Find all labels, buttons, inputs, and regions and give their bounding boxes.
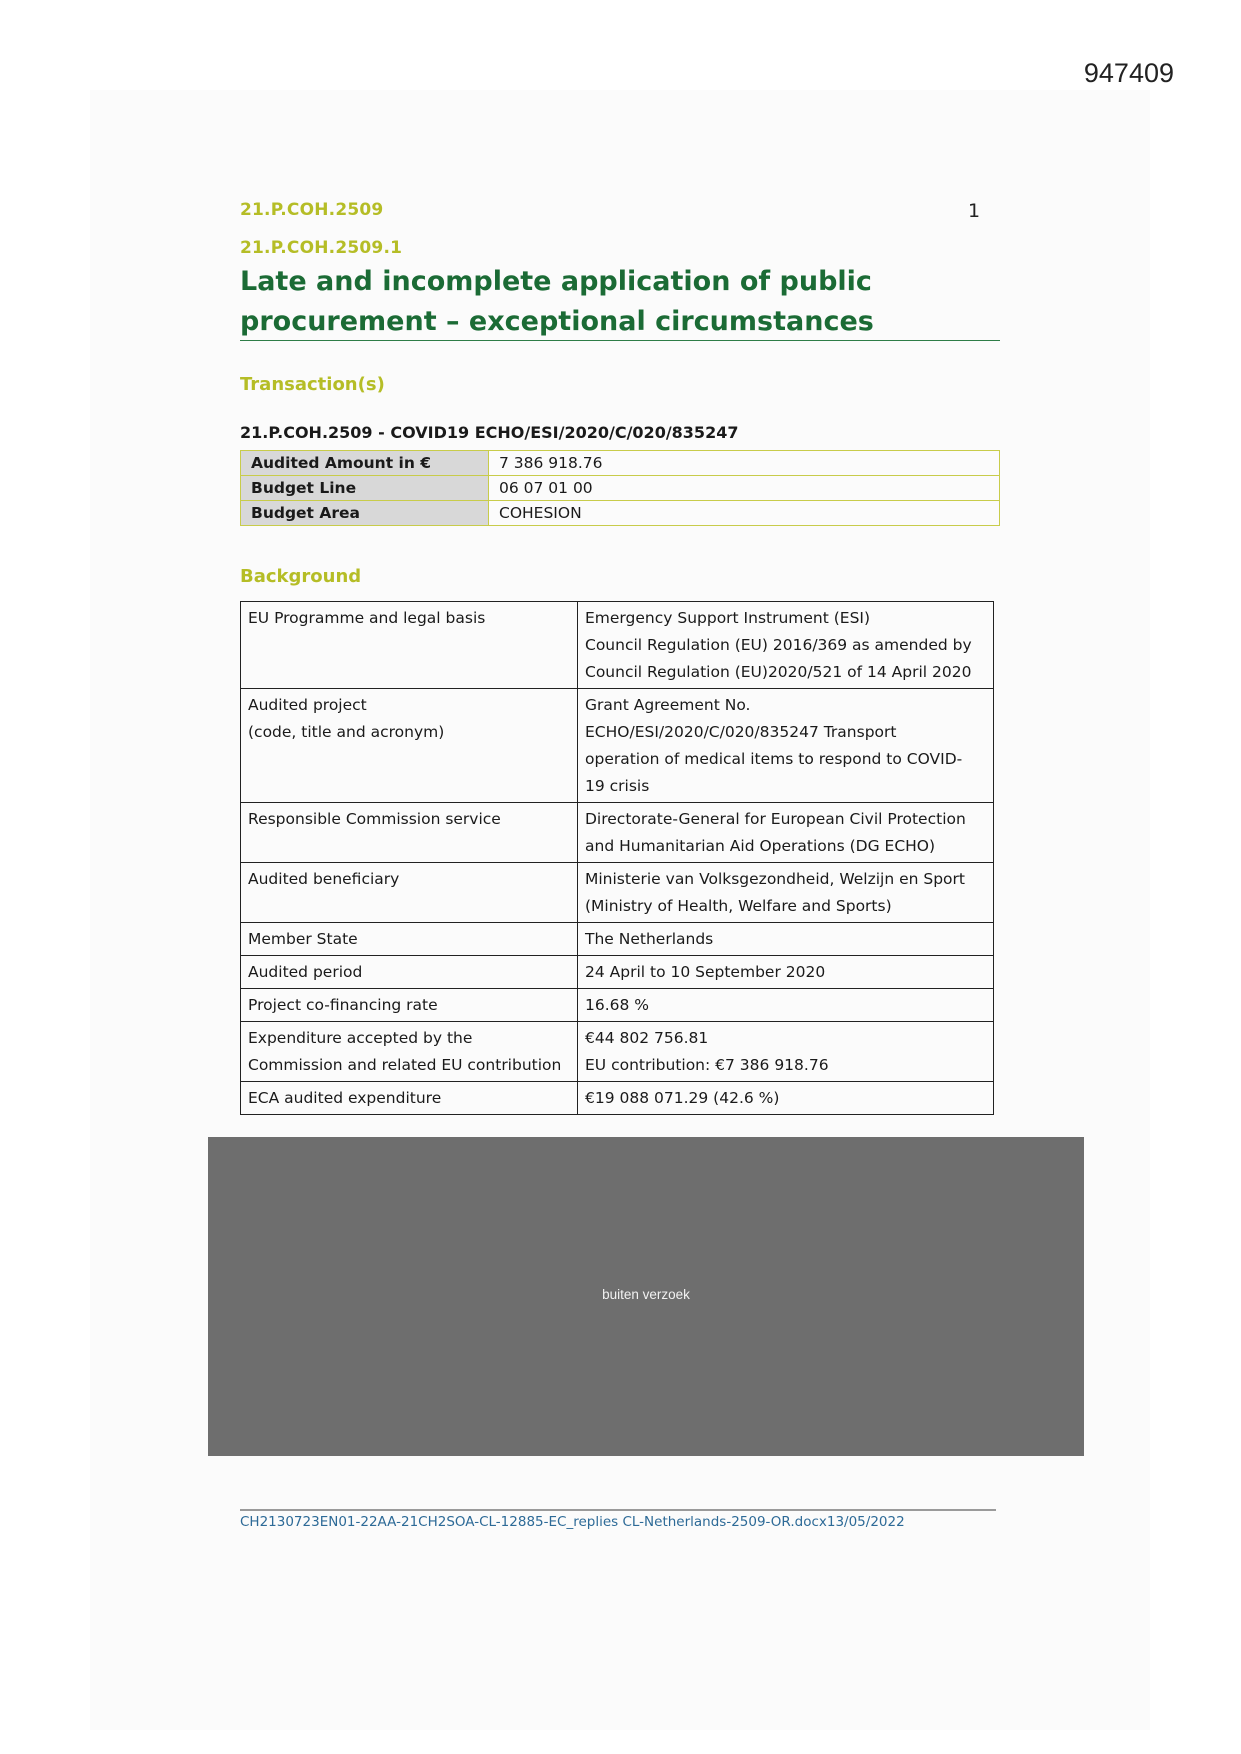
background-key-line: Project co-financing rate <box>248 996 438 1014</box>
background-key-line: Expenditure accepted by the <box>248 1029 473 1047</box>
background-row <box>241 803 994 863</box>
background-row <box>241 1022 994 1082</box>
transaction-value: 06 07 01 00 <box>489 476 1000 501</box>
background-table <box>240 601 994 1115</box>
transaction-label: Budget Area <box>241 501 489 526</box>
background-value-line: and Humanitarian Aid Operations (DG ECHO) <box>585 837 936 855</box>
footer-divider <box>240 1509 996 1511</box>
transaction-value: COHESION <box>489 501 1000 526</box>
background-value-line: Directorate-General for European Civil Protection <box>585 810 966 828</box>
background-value-cell <box>578 956 994 989</box>
background-value-line: Emergency Support Instrument (ESI) <box>585 609 871 627</box>
background-value-line: (Ministry of Health, Welfare and Sports) <box>585 897 892 915</box>
background-row <box>241 956 994 989</box>
background-key-line: Member State <box>248 930 358 948</box>
background-value-cell <box>578 863 994 923</box>
footer-filename: CH2130723EN01-22AA-21CH2SOA-CL-12885-EC_replies CL-Netherlands-2509-OR.docx13/05/2022 <box>240 1514 905 1530</box>
background-key-line: EU Programme and legal basis <box>248 609 486 627</box>
transaction-row <box>241 476 1000 501</box>
background-key-line: Audited beneficiary <box>248 870 400 888</box>
background-value-line: Council Regulation (EU)2020/521 of 14 April 2020 <box>585 663 972 681</box>
background-value-cell <box>578 1082 994 1115</box>
background-key-cell <box>241 689 578 803</box>
transactions-heading: Transaction(s) <box>240 374 385 395</box>
background-value-cell <box>578 689 994 803</box>
background-key-line: Audited project <box>248 696 367 714</box>
background-value-line: €19 088 071.29 (42.6 %) <box>585 1089 780 1107</box>
page-number: 1 <box>968 200 981 222</box>
document-number: 947409 <box>1083 58 1174 88</box>
background-value-line: The Netherlands <box>585 930 714 948</box>
transaction-label: Audited Amount in € <box>241 451 489 476</box>
background-key-cell <box>241 923 578 956</box>
redaction-label: buiten verzoek <box>602 1287 690 1302</box>
background-row <box>241 689 994 803</box>
background-value-line: €44 802 756.81 <box>585 1029 709 1047</box>
background-value-line: Grant Agreement No. <box>585 696 751 714</box>
background-row <box>241 863 994 923</box>
title-divider <box>240 340 1000 341</box>
background-heading: Background <box>240 566 362 587</box>
background-value-cell <box>578 1022 994 1082</box>
background-key-line: ECA audited expenditure <box>248 1089 442 1107</box>
background-value-line: operation of medical items to respond to COVID- <box>585 750 963 768</box>
transaction-row <box>241 451 1000 476</box>
background-key-line: Commission and related EU contribution <box>248 1056 562 1074</box>
transaction-row <box>241 501 1000 526</box>
reference-code: 21.P.COH.2509 <box>240 200 384 220</box>
transaction-title: 21.P.COH.2509 - COVID19 ECHO/ESI/2020/C/020/835247 <box>240 423 739 442</box>
background-row <box>241 989 994 1022</box>
background-row <box>241 923 994 956</box>
background-row <box>241 602 994 689</box>
background-key-cell <box>241 863 578 923</box>
transaction-value: 7 386 918.76 <box>489 451 1000 476</box>
background-value-cell <box>578 803 994 863</box>
background-key-line: Responsible Commission service <box>248 810 501 828</box>
background-value-line: Council Regulation (EU) 2016/369 as amended by <box>585 636 972 654</box>
background-key-line: Audited period <box>248 963 363 981</box>
background-value-line: 19 crisis <box>585 777 650 795</box>
background-value-cell <box>578 989 994 1022</box>
transaction-table <box>240 450 1000 526</box>
background-value-line: Ministerie van Volksgezondheid, Welzijn en Sport <box>585 870 965 888</box>
background-value-line: 16.68 % <box>585 996 650 1014</box>
transaction-label: Budget Line <box>241 476 489 501</box>
background-value-cell <box>578 602 994 689</box>
page-title: Late and incomplete application of public procurement – exceptional circumstances <box>240 266 874 337</box>
sub-reference-code: 21.P.COH.2509.1 <box>240 238 403 258</box>
background-key-cell <box>241 1082 578 1115</box>
background-value-cell <box>578 923 994 956</box>
background-value-line: EU contribution: €7 386 918.76 <box>585 1056 829 1074</box>
background-value-line: 24 April to 10 September 2020 <box>585 963 826 981</box>
background-key-line: (code, title and acronym) <box>248 723 445 741</box>
background-row <box>241 1082 994 1115</box>
background-key-cell <box>241 803 578 863</box>
redaction-block <box>208 1137 1084 1456</box>
background-value-line: ECHO/ESI/2020/C/020/835247 Transport <box>585 723 897 741</box>
background-key-cell <box>241 602 578 689</box>
background-key-cell <box>241 1022 578 1082</box>
background-key-cell <box>241 989 578 1022</box>
background-key-cell <box>241 956 578 989</box>
